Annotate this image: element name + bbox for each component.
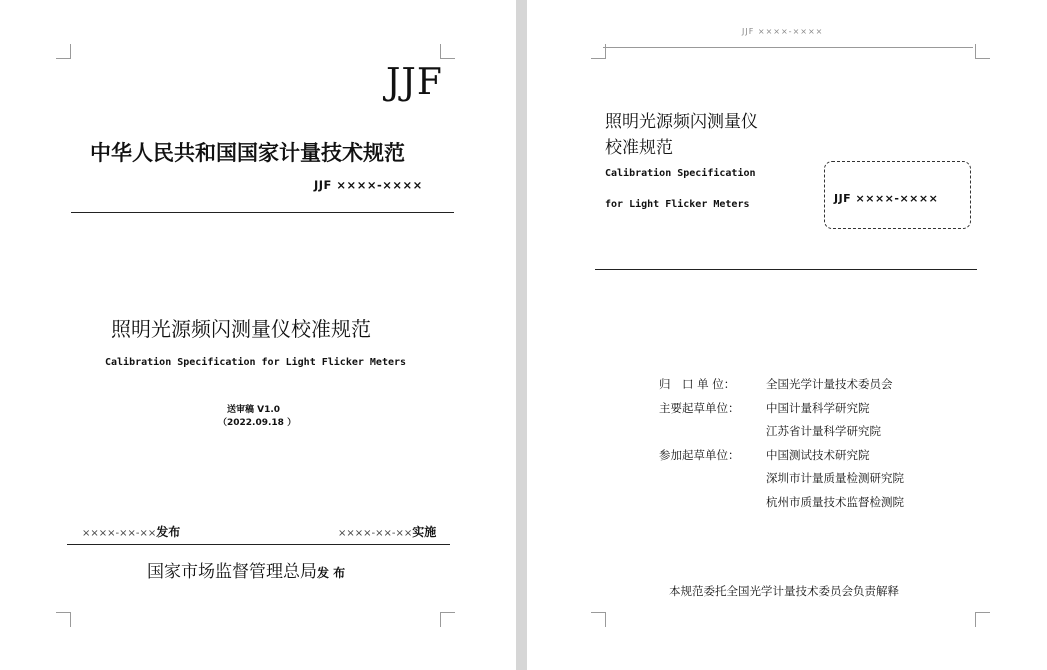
cover-page	[0, 0, 516, 670]
issuer-label: 发 布	[317, 566, 346, 580]
divider	[71, 212, 454, 213]
org-label	[659, 420, 766, 444]
divider	[595, 269, 977, 270]
title-line-1: 照明光源频闪测量仪	[605, 112, 758, 132]
publish-label: 发布	[156, 525, 181, 539]
implement-label: 实施	[412, 525, 437, 539]
issuer	[147, 557, 345, 582]
crop-mark	[975, 612, 990, 627]
org-row	[659, 444, 904, 468]
crop-mark	[56, 44, 71, 59]
implement-date-value: ××××-××-××	[338, 528, 413, 539]
org-label	[659, 491, 766, 515]
code-box	[824, 161, 971, 229]
en-title-line-1: Calibration Specification	[605, 168, 756, 179]
org-value: 全国光学计量技术委员会	[766, 377, 893, 391]
crop-mark	[440, 44, 455, 59]
publish-date	[82, 523, 180, 540]
org-row	[659, 397, 904, 421]
crop-mark	[591, 44, 606, 59]
spec-title-en: Calibration Specification for Light Flicker Meters	[105, 357, 407, 368]
org-value: 中国测试技术研究院	[766, 447, 870, 462]
header-rule	[603, 47, 973, 48]
crop-mark	[975, 44, 990, 59]
draft-date: （2022.09.18 ）	[218, 418, 297, 428]
org-list	[659, 373, 904, 514]
divider	[67, 544, 450, 545]
org-label: 参加起草单位：	[659, 447, 740, 462]
org-row	[659, 373, 904, 397]
footer-note: 本规范委托全国光学计量技术委员会负责解释	[669, 584, 899, 598]
crop-mark	[440, 612, 455, 627]
en-title-line-2: for Light Flicker Meters	[605, 199, 750, 210]
jjf-logo: JJF	[386, 62, 443, 103]
title-page	[527, 0, 1047, 670]
org-value: 中国计量科学研究院	[766, 400, 870, 415]
crop-mark	[591, 612, 606, 627]
org-label: 归 口 单 位：	[659, 377, 736, 391]
title-line-2: 校准规范	[605, 138, 673, 158]
org-row	[659, 467, 904, 491]
draft-label: 送审稿 V1.0	[227, 405, 281, 415]
issuer-name: 国家市场监督管理总局	[147, 562, 317, 582]
org-value: 深圳市计量质量检测研究院	[766, 471, 904, 485]
crop-mark	[56, 612, 71, 627]
box-code: JJF ××××-××××	[834, 192, 939, 205]
org-row	[659, 420, 904, 444]
standard-title: 中华人民共和国国家计量技术规范	[90, 140, 405, 165]
implement-date	[338, 523, 436, 540]
spec-title-cn: 照明光源频闪测量仪校准规范	[111, 317, 371, 341]
org-label	[659, 467, 766, 491]
org-value: 江苏省计量科学研究院	[766, 424, 881, 438]
org-row	[659, 491, 904, 515]
org-label: 主要起草单位：	[659, 400, 740, 415]
org-value: 杭州市质量技术监督检测院	[766, 494, 904, 509]
publish-date-value: ××××-××-××	[82, 528, 157, 539]
standard-code: JJF ××××-××××	[314, 178, 423, 192]
header-code: JJF ××××-××××	[742, 27, 824, 36]
